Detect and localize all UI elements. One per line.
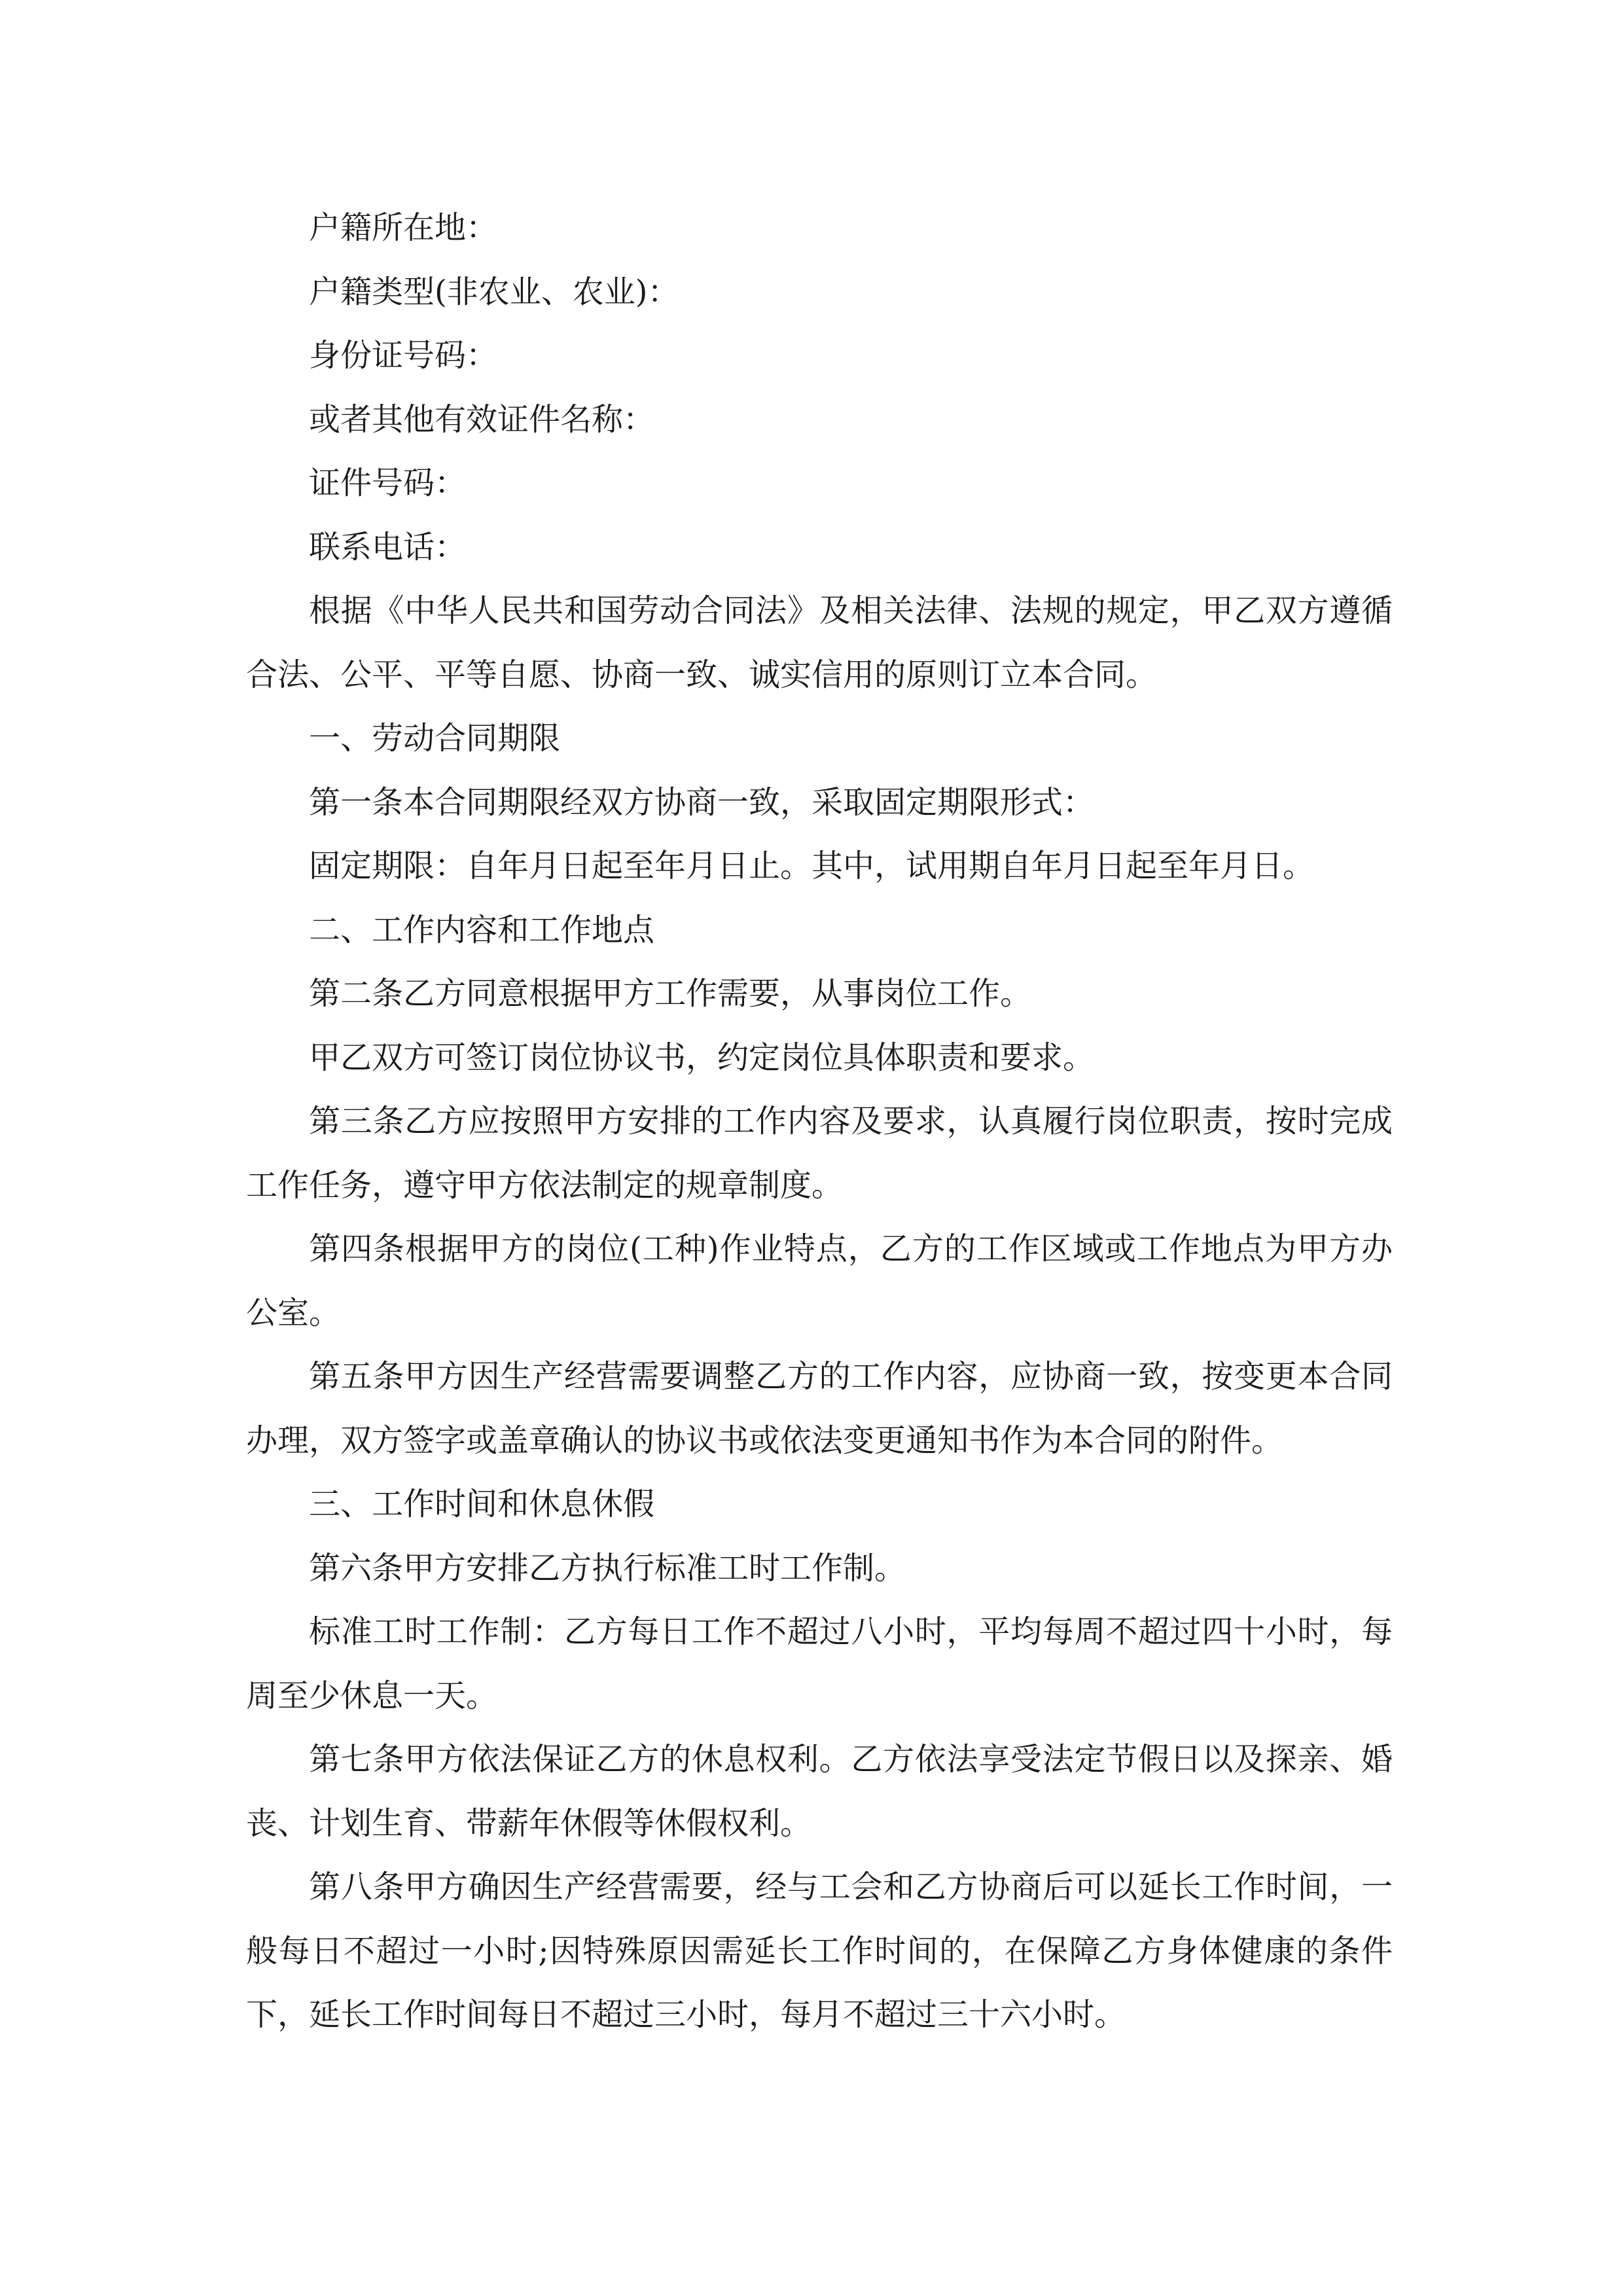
field-other-id-name: 或者其他有效证件名称：: [309, 401, 655, 438]
article-5: 第五条甲方因生产经营需要调整乙方的工作内容，应协商一致，按变更本合同办理，双方签字或盖章确认的协议书或依法变更通知书作为本合同的附件。: [246, 1358, 1393, 1459]
field-hukou-type: 户籍类型(非农业、农业)：: [309, 273, 679, 310]
article-3: 第三条乙方应按照甲方安排的工作内容及要求，认真履行岗位职责，按时完成工作任务，遵守甲方依法制定的规章制度。: [246, 1103, 1393, 1204]
article-2: 第二条乙方同意根据甲方工作需要，从事岗位工作。: [309, 975, 1032, 1012]
field-id-number: 身份证号码：: [309, 337, 498, 374]
article-4: 第四条根据甲方的岗位(工种)作业特点，乙方的工作区域或工作地点为甲方办公室。: [246, 1230, 1393, 1331]
section-heading-working-hours: 三、工作时间和休息休假: [309, 1486, 655, 1522]
preamble-paragraph: 根据《中华人民共和国劳动合同法》及相关法律、法规的规定，甲乙双方遵循合法、公平、平等自愿、协商一致、诚实信用的原则订立本合同。: [246, 592, 1393, 693]
article-7: 第七条甲方依法保证乙方的休息权利。乙方依法享受法定节假日以及探亲、婚丧、计划生育、带薪年休假等休假权利。: [246, 1741, 1393, 1842]
article-1: 第一条本合同期限经双方协商一致，采取固定期限形式：: [309, 783, 1095, 821]
article-6: 第六条甲方安排乙方执行标准工时工作制。: [309, 1549, 906, 1587]
field-id-doc-number: 证件号码：: [309, 465, 467, 501]
section-heading-term: 一、劳动合同期限: [309, 720, 561, 757]
position-agreement-clause: 甲乙双方可签订岗位协议书，约定岗位具体职责和要求。: [309, 1039, 1095, 1076]
standard-hours-clause: 标准工时工作制：乙方每日工作不超过八小时，平均每周不超过四十小时，每周至少休息一天。: [246, 1613, 1393, 1714]
field-hukou-location: 户籍所在地：: [309, 209, 498, 246]
document-body: [246, 196, 1393, 2047]
article-8: 第八条甲方确因生产经营需要，经与工会和乙方协商后可以延长工作时间，一般每日不超过一小时;因特殊原因需延长工作时间的，在保障乙方身体健康的条件下，延长工作时间每日不超过三小时，每月不超过三十六小时。: [246, 1869, 1393, 2033]
field-phone: 联系电话：: [309, 528, 467, 565]
section-heading-work-content: 二、工作内容和工作地点: [309, 911, 655, 948]
fixed-term-clause: 固定期限：自年月日起至年月日止。其中，试用期自年月日起至年月日。: [309, 848, 1315, 884]
